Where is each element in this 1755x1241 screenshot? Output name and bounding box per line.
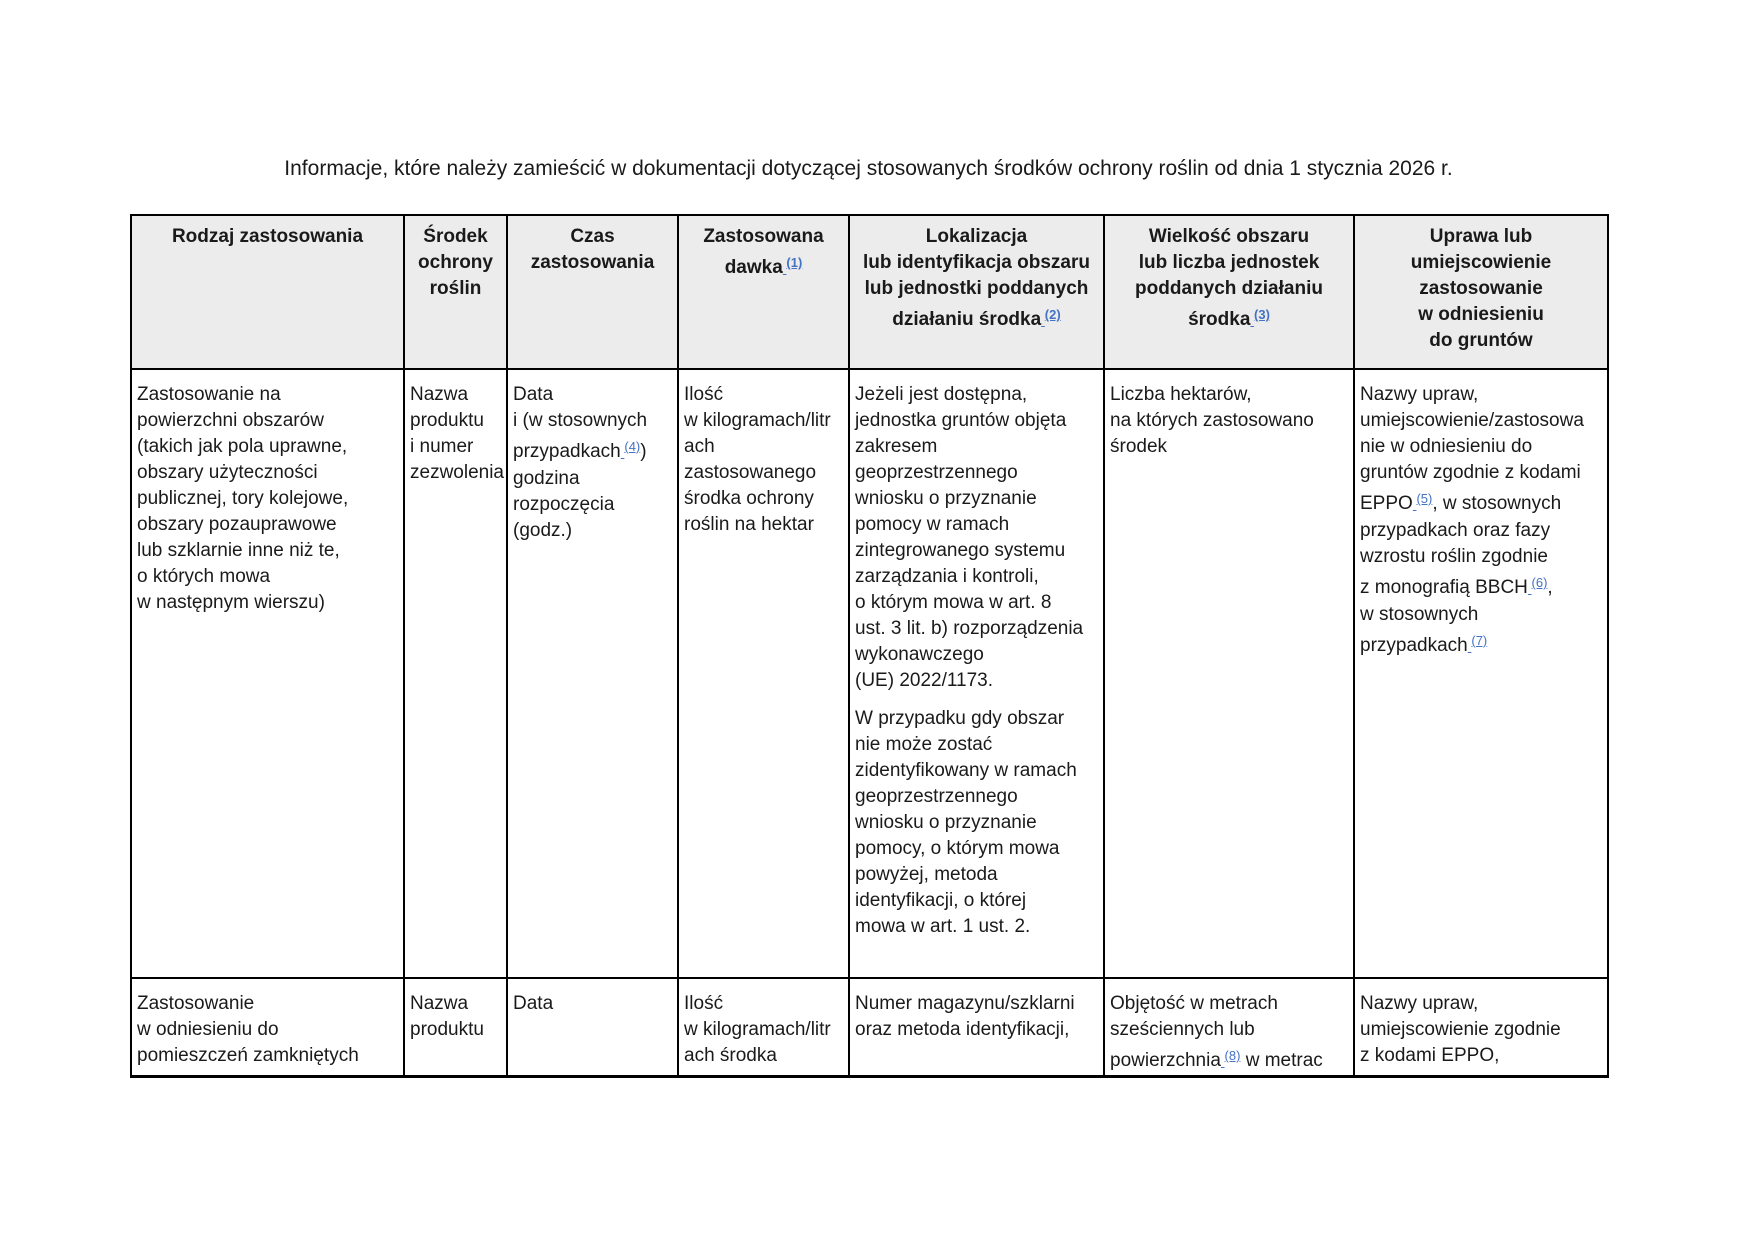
text-line: ach środka	[684, 1045, 777, 1066]
text-line: roślin na hektar	[684, 514, 814, 535]
text-line: Zastosowanie	[137, 993, 255, 1014]
text-line: jednostka gruntów objęta	[855, 410, 1067, 431]
text-line: w następnym wierszu)	[137, 592, 325, 613]
text-line: nie w odniesieniu do	[1360, 436, 1533, 457]
text-line: z monografią BBCH $^{(6)}$,	[1360, 575, 1553, 598]
footnote-ref-8[interactable]: (8)	[1224, 1048, 1241, 1063]
text-line: Środek	[423, 226, 488, 247]
text-line: Lokalizacja	[925, 226, 1028, 247]
paragraph	[135, 224, 400, 250]
text-line: Uprawa lub	[1429, 226, 1533, 247]
text-line: Nazwa	[410, 993, 469, 1014]
paragraph	[511, 224, 674, 276]
text-line: identyfikacji, o której	[855, 890, 1027, 911]
text-line: zastosowanego	[684, 462, 817, 483]
text-line: gruntów zgodnie z kodami	[1360, 462, 1581, 483]
paragraph	[137, 991, 400, 1069]
header-row	[131, 215, 1608, 369]
cell-r2c6	[1104, 978, 1354, 1077]
cell-r1c5	[849, 369, 1104, 978]
text-line: o którym mowa w art. 8	[855, 592, 1052, 613]
paragraph	[1108, 224, 1350, 334]
text-line: zezwolenia	[410, 462, 504, 483]
text-line: godzina	[513, 468, 580, 489]
text-line: lub identyfikacja obszaru	[863, 252, 1090, 273]
cell-r2c4	[678, 978, 849, 1077]
text-line: ochrony	[418, 252, 493, 273]
text-line: umiejscowienie zgodnie	[1360, 1019, 1561, 1040]
text-line: obszary użyteczności	[137, 462, 318, 483]
text-line: środek	[1110, 436, 1168, 457]
text-line: Ilość	[684, 384, 724, 405]
cell-r2c7	[1354, 978, 1608, 1077]
text-line: w kilogramach/litr	[684, 410, 831, 431]
paragraph	[684, 991, 845, 1069]
cell-r1c1	[131, 369, 404, 978]
text-line: (takich jak pola uprawne,	[137, 436, 348, 457]
text-line: roślin	[429, 278, 482, 299]
cell-r1c7	[1354, 369, 1608, 978]
text-line: umiejscowienie/zastosowa	[1360, 410, 1584, 431]
text-line: w stosownych	[1360, 604, 1479, 625]
header-cell-5	[849, 215, 1104, 369]
text-line: zastosowania	[530, 252, 655, 273]
text-line: rozpoczęcia	[513, 494, 615, 515]
text-line: o których mowa	[137, 566, 271, 587]
text-line: Zastosowanie na	[137, 384, 281, 405]
paragraph	[1360, 991, 1604, 1069]
text-line: zintegrowanego systemu	[855, 540, 1066, 561]
footnote-ref-1[interactable]: (1)	[786, 255, 803, 270]
paragraph	[1360, 382, 1604, 660]
text-line: Objętość w metrach	[1110, 993, 1278, 1014]
header-cell-4	[678, 215, 849, 369]
text-line: Rodzaj zastosowania	[171, 226, 364, 247]
text-line: ach	[684, 436, 715, 457]
text-line: w kilogramach/litr	[684, 1019, 831, 1040]
text-line: W przypadku gdy obszar	[855, 708, 1065, 729]
text-line: środka ochrony	[684, 488, 814, 509]
text-line: umiejscowienie	[1410, 252, 1552, 273]
text-line: geoprzestrzennego	[855, 462, 1018, 483]
cell-r2c2	[404, 978, 507, 1077]
footnote-ref-3[interactable]: (3)	[1254, 307, 1270, 322]
header-cell-2	[404, 215, 507, 369]
cell-r2c3	[507, 978, 678, 1077]
text-line: Zastosowana	[703, 226, 824, 247]
text-line: geoprzestrzennego	[855, 786, 1018, 807]
paragraph	[684, 382, 845, 538]
paragraph	[513, 991, 674, 1017]
header-cell-3	[507, 215, 678, 369]
cell-r2c5	[849, 978, 1104, 1077]
text-line: pomocy w ramach	[855, 514, 1010, 535]
paragraph	[855, 991, 1100, 1043]
paragraph	[855, 382, 1100, 694]
paragraph	[513, 382, 674, 544]
text-line: na których zastosowano	[1110, 410, 1314, 431]
document-title: Informacje, które należy zamieścić w dokumentacji dotyczącej stosowanych środków ochrony roślin od dnia 1 stycznia 2026 r.	[284, 157, 1453, 180]
text-line: Jeżeli jest dostępna,	[855, 384, 1028, 405]
cell-r1c2	[404, 369, 507, 978]
cell-r2c1	[131, 978, 404, 1077]
text-line: pomocy, o którym mowa	[855, 838, 1060, 859]
paragraph	[682, 224, 845, 282]
text-line: zakresem	[855, 436, 938, 457]
text-line: i numer	[410, 436, 474, 457]
text-line: nie może zostać	[855, 734, 993, 755]
paragraph	[1110, 991, 1350, 1075]
text-line: wzrostu roślin zgodnie	[1360, 546, 1548, 567]
text-line: obszary pozauprawowe	[137, 514, 337, 535]
text-line: (godz.)	[513, 520, 573, 541]
text-line: przypadkach $^{(4)}$)	[513, 439, 647, 462]
footnote-ref-5[interactable]: (5)	[1416, 491, 1433, 506]
text-line: ust. 3 lit. b) rozporządzenia	[855, 618, 1084, 639]
header-cell-7	[1354, 215, 1608, 369]
text-line: lub liczba jednostek	[1138, 252, 1320, 273]
text-line: Data	[513, 993, 554, 1014]
text-line: przypadkach $^{(7)}$	[1360, 633, 1488, 656]
text-line: poddanych działaniu	[1135, 278, 1323, 299]
text-line: działaniu środka $^{(2)}$	[892, 307, 1061, 330]
text-line: Nazwa	[410, 384, 469, 405]
text-line: powyżej, metoda	[855, 864, 998, 885]
table-row-1	[131, 369, 1608, 978]
documentation-table	[130, 214, 1609, 1078]
text-line: oraz metoda identyfikacji,	[855, 1019, 1070, 1040]
text-line: Liczba hektarów,	[1110, 384, 1252, 405]
text-line: Data	[513, 384, 554, 405]
text-line: (UE) 2022/1173.	[855, 670, 994, 691]
text-line: Numer magazynu/szklarni	[855, 993, 1075, 1014]
header-cell-1	[131, 215, 404, 369]
text-line: produktu	[410, 1019, 484, 1040]
paragraph	[137, 382, 400, 616]
text-line: wniosku o przyznanie	[855, 812, 1037, 833]
paragraph	[855, 706, 1100, 940]
cell-r1c4	[678, 369, 849, 978]
header-cell-6	[1104, 215, 1354, 369]
footnote-ref-7[interactable]: (7)	[1471, 633, 1488, 648]
text-line: w odniesieniu do	[137, 1019, 279, 1040]
text-line: powierzchnia $^{(8)}$ w metrac	[1110, 1048, 1323, 1071]
text-line: Ilość	[684, 993, 724, 1014]
footnote-ref-2[interactable]: (2)	[1044, 307, 1061, 322]
text-line: Nazwy upraw,	[1360, 993, 1479, 1014]
text-line: lub szklarnie inne niż te,	[137, 540, 340, 561]
text-line: dawka $^{(1)}$	[724, 255, 803, 278]
text-line: i (w stosownych	[513, 410, 648, 431]
text-line: Wielkość obszaru	[1148, 226, 1310, 247]
text-line: zarządzania i kontroli,	[855, 566, 1039, 587]
text-line: z kodami EPPO,	[1360, 1045, 1500, 1066]
text-line: zidentyfikowany w ramach	[855, 760, 1077, 781]
text-line: Czas	[570, 226, 615, 247]
text-line: powierzchni obszarów	[137, 410, 324, 431]
text-line: do gruntów	[1429, 330, 1533, 351]
text-line: mowa w art. 1 ust. 2.	[855, 916, 1031, 937]
cell-r1c6	[1104, 369, 1354, 978]
text-line: sześciennych lub	[1110, 1019, 1255, 1040]
text-line: produktu	[410, 410, 484, 431]
paragraph	[1110, 382, 1350, 460]
text-line: publicznej, tory kolejowe,	[137, 488, 349, 509]
footnote-ref-6[interactable]: (6)	[1531, 575, 1548, 590]
text-line: zastosowanie	[1419, 278, 1543, 299]
table-row-2	[131, 978, 1608, 1077]
text-line: Nazwy upraw,	[1360, 384, 1479, 405]
text-line: pomieszczeń zamkniętych	[137, 1045, 359, 1066]
paragraph	[1358, 224, 1604, 354]
footnote-ref-4[interactable]: (4)	[624, 439, 641, 454]
text-line: przypadkach oraz fazy	[1360, 520, 1551, 541]
text-line: lub jednostki poddanych	[864, 278, 1089, 299]
paragraph	[853, 224, 1100, 334]
text-line: wniosku o przyznanie	[855, 488, 1037, 509]
text-line: w odniesieniu	[1418, 304, 1544, 325]
text-line: wykonawczego	[855, 644, 984, 665]
cell-r1c3	[507, 369, 678, 978]
text-line: środka $^{(3)}$	[1188, 307, 1270, 330]
paragraph	[410, 991, 503, 1043]
paragraph	[410, 382, 503, 486]
paragraph	[408, 224, 503, 302]
text-line: EPPO $^{(5)}$, w stosownych	[1360, 491, 1562, 514]
